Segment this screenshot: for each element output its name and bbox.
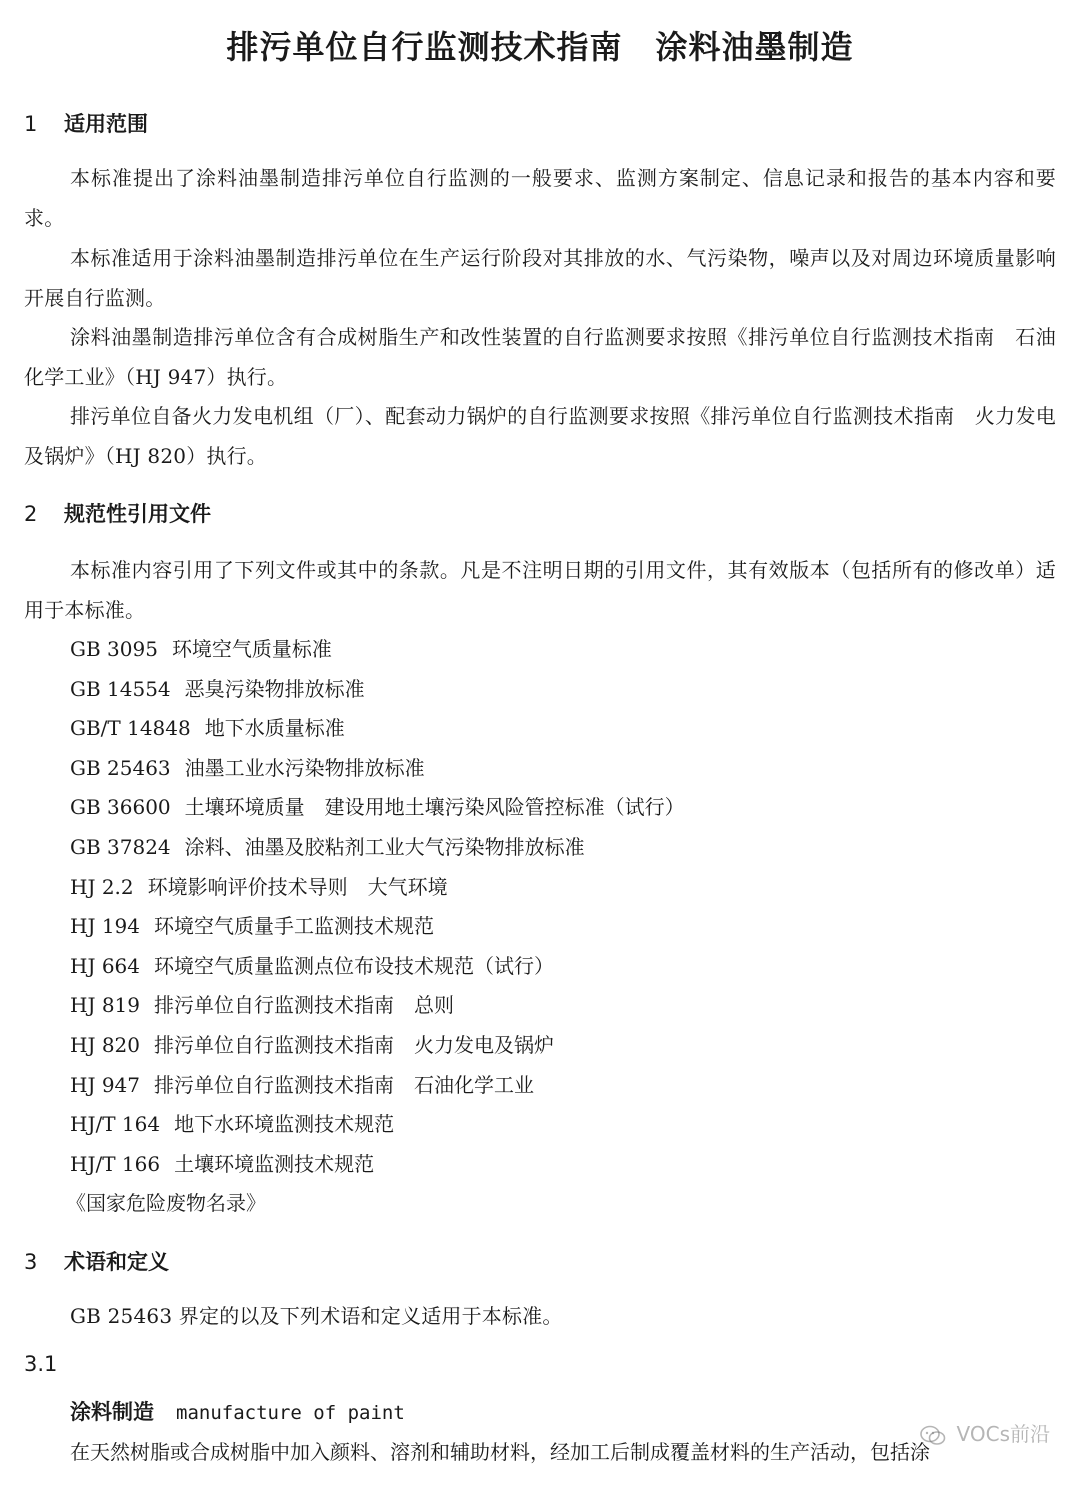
reference-item <box>70 986 685 1026</box>
reference-name: 涂料、油墨及胶粘剂工业大气污染物排放标准 <box>184 834 585 859</box>
reference-item <box>70 907 685 947</box>
reference-item <box>70 947 685 987</box>
reference-item <box>70 788 685 828</box>
watermark <box>920 1418 1050 1447</box>
section-3-heading <box>24 1246 169 1276</box>
section-1-paragraph: 排污单位自备火力发电机组（厂）、配套动力锅炉的自行监测要求按照《排污单位自行监测技术指南 火力发电及锅炉》（HJ 820）执行。 <box>24 404 1056 468</box>
reference-code: HJ/T 166 <box>70 1151 161 1176</box>
wechat-icon <box>920 1422 956 1446</box>
section-2-intro: 本标准内容引用了下列文件或其中的条款。凡是不注明日期的引用文件，其有效版本（包括所有的修改单）适用于本标准。 <box>24 558 1056 622</box>
reference-code: HJ 947 <box>70 1072 140 1097</box>
reference-item <box>70 749 685 789</box>
reference-name: 排污单位自行监测技术指南 总则 <box>154 993 454 1018</box>
reference-item <box>70 1066 685 1106</box>
reference-name: 环境空气质量手工监测技术规范 <box>154 914 434 939</box>
reference-name: 环境空气质量监测点位布设技术规范（试行） <box>154 953 554 978</box>
reference-name: 环境影响评价技术导则 大气环境 <box>147 874 448 899</box>
section-title: 适用范围 <box>64 112 148 136</box>
section-1-heading <box>24 108 148 138</box>
reference-item <box>70 1105 685 1145</box>
document-title: 排污单位自行监测技术指南 涂料油墨制造 <box>226 28 854 66</box>
section-3-intro: GB 25463 界定的以及下列术语和定义适用于本标准。 <box>70 1304 563 1328</box>
watermark-text: VOCs前沿 <box>956 1422 1050 1446</box>
section-number: 2 <box>24 502 38 526</box>
section-1-paragraph: 本标准提出了涂料油墨制造排污单位自行监测的一般要求、监测方案制定、信息记录和报告的基本内容和要求。 <box>24 166 1056 230</box>
section-2-heading <box>24 498 211 528</box>
reference-name: 环境空气质量标准 <box>171 637 332 661</box>
reference-code: HJ 194 <box>70 914 140 939</box>
reference-name: 排污单位自行监测技术指南 火力发电及锅炉 <box>154 1032 554 1057</box>
term-english: manufacture of paint <box>176 1402 405 1424</box>
term-chinese: 涂料制造 <box>70 1400 154 1424</box>
reference-name: 地下水环境监测技术规范 <box>174 1112 395 1137</box>
reference-code: GB/T 14848 <box>70 716 191 741</box>
reference-name: 地下水质量标准 <box>204 716 345 741</box>
reference-name: 土壤环境监测技术规范 <box>174 1151 375 1176</box>
reference-code: GB 25463 <box>70 755 171 780</box>
term-entry <box>70 1396 405 1426</box>
reference-item <box>70 828 685 868</box>
reference-code: HJ 819 <box>70 993 140 1018</box>
section-1-paragraph: 涂料油墨制造排污单位含有合成树脂生产和改性装置的自行监测要求按照《排污单位自行监测技术指南 石油化学工业》（HJ 947）执行。 <box>24 325 1056 389</box>
reference-code: HJ 664 <box>70 953 140 978</box>
reference-catalog: 《国家危险废物名录》 <box>66 1191 266 1216</box>
reference-code: GB 36600 <box>70 795 171 820</box>
reference-code: GB 3095 <box>70 637 158 661</box>
reference-item <box>70 1145 685 1185</box>
reference-code: GB 14554 <box>70 676 171 701</box>
section-1-paragraph: 本标准适用于涂料油墨制造排污单位在生产运行阶段对其排放的水、气污染物，噪声以及对周边环境质量影响开展自行监测。 <box>24 246 1056 310</box>
section-number: 3 <box>24 1250 38 1274</box>
reference-name: 土壤环境质量 建设用地土壤污染风险管控标准（试行） <box>184 795 685 820</box>
reference-name: 恶臭污染物排放标准 <box>184 676 365 701</box>
reference-list <box>66 630 685 1224</box>
reference-code: HJ/T 164 <box>70 1112 161 1137</box>
term-definition: 在天然树脂或合成树脂中加入颜料、溶剂和辅助材料，经加工后制成覆盖材料的生产活动，包括涂 <box>70 1440 930 1464</box>
reference-name: 排污单位自行监测技术指南 石油化学工业 <box>154 1072 534 1097</box>
section-title: 术语和定义 <box>64 1250 169 1274</box>
reference-code: GB 37824 <box>70 834 171 859</box>
reference-code: HJ 820 <box>70 1032 140 1057</box>
subsection-number: 3.1 <box>24 1352 58 1376</box>
reference-item <box>70 630 685 670</box>
section-number: 1 <box>24 112 38 136</box>
reference-item <box>70 868 685 908</box>
reference-item <box>70 670 685 710</box>
reference-item <box>70 709 685 749</box>
reference-name: 油墨工业水污染物排放标准 <box>184 755 425 780</box>
reference-item <box>70 1026 685 1066</box>
section-title: 规范性引用文件 <box>64 502 211 526</box>
reference-code: HJ 2.2 <box>70 874 134 899</box>
